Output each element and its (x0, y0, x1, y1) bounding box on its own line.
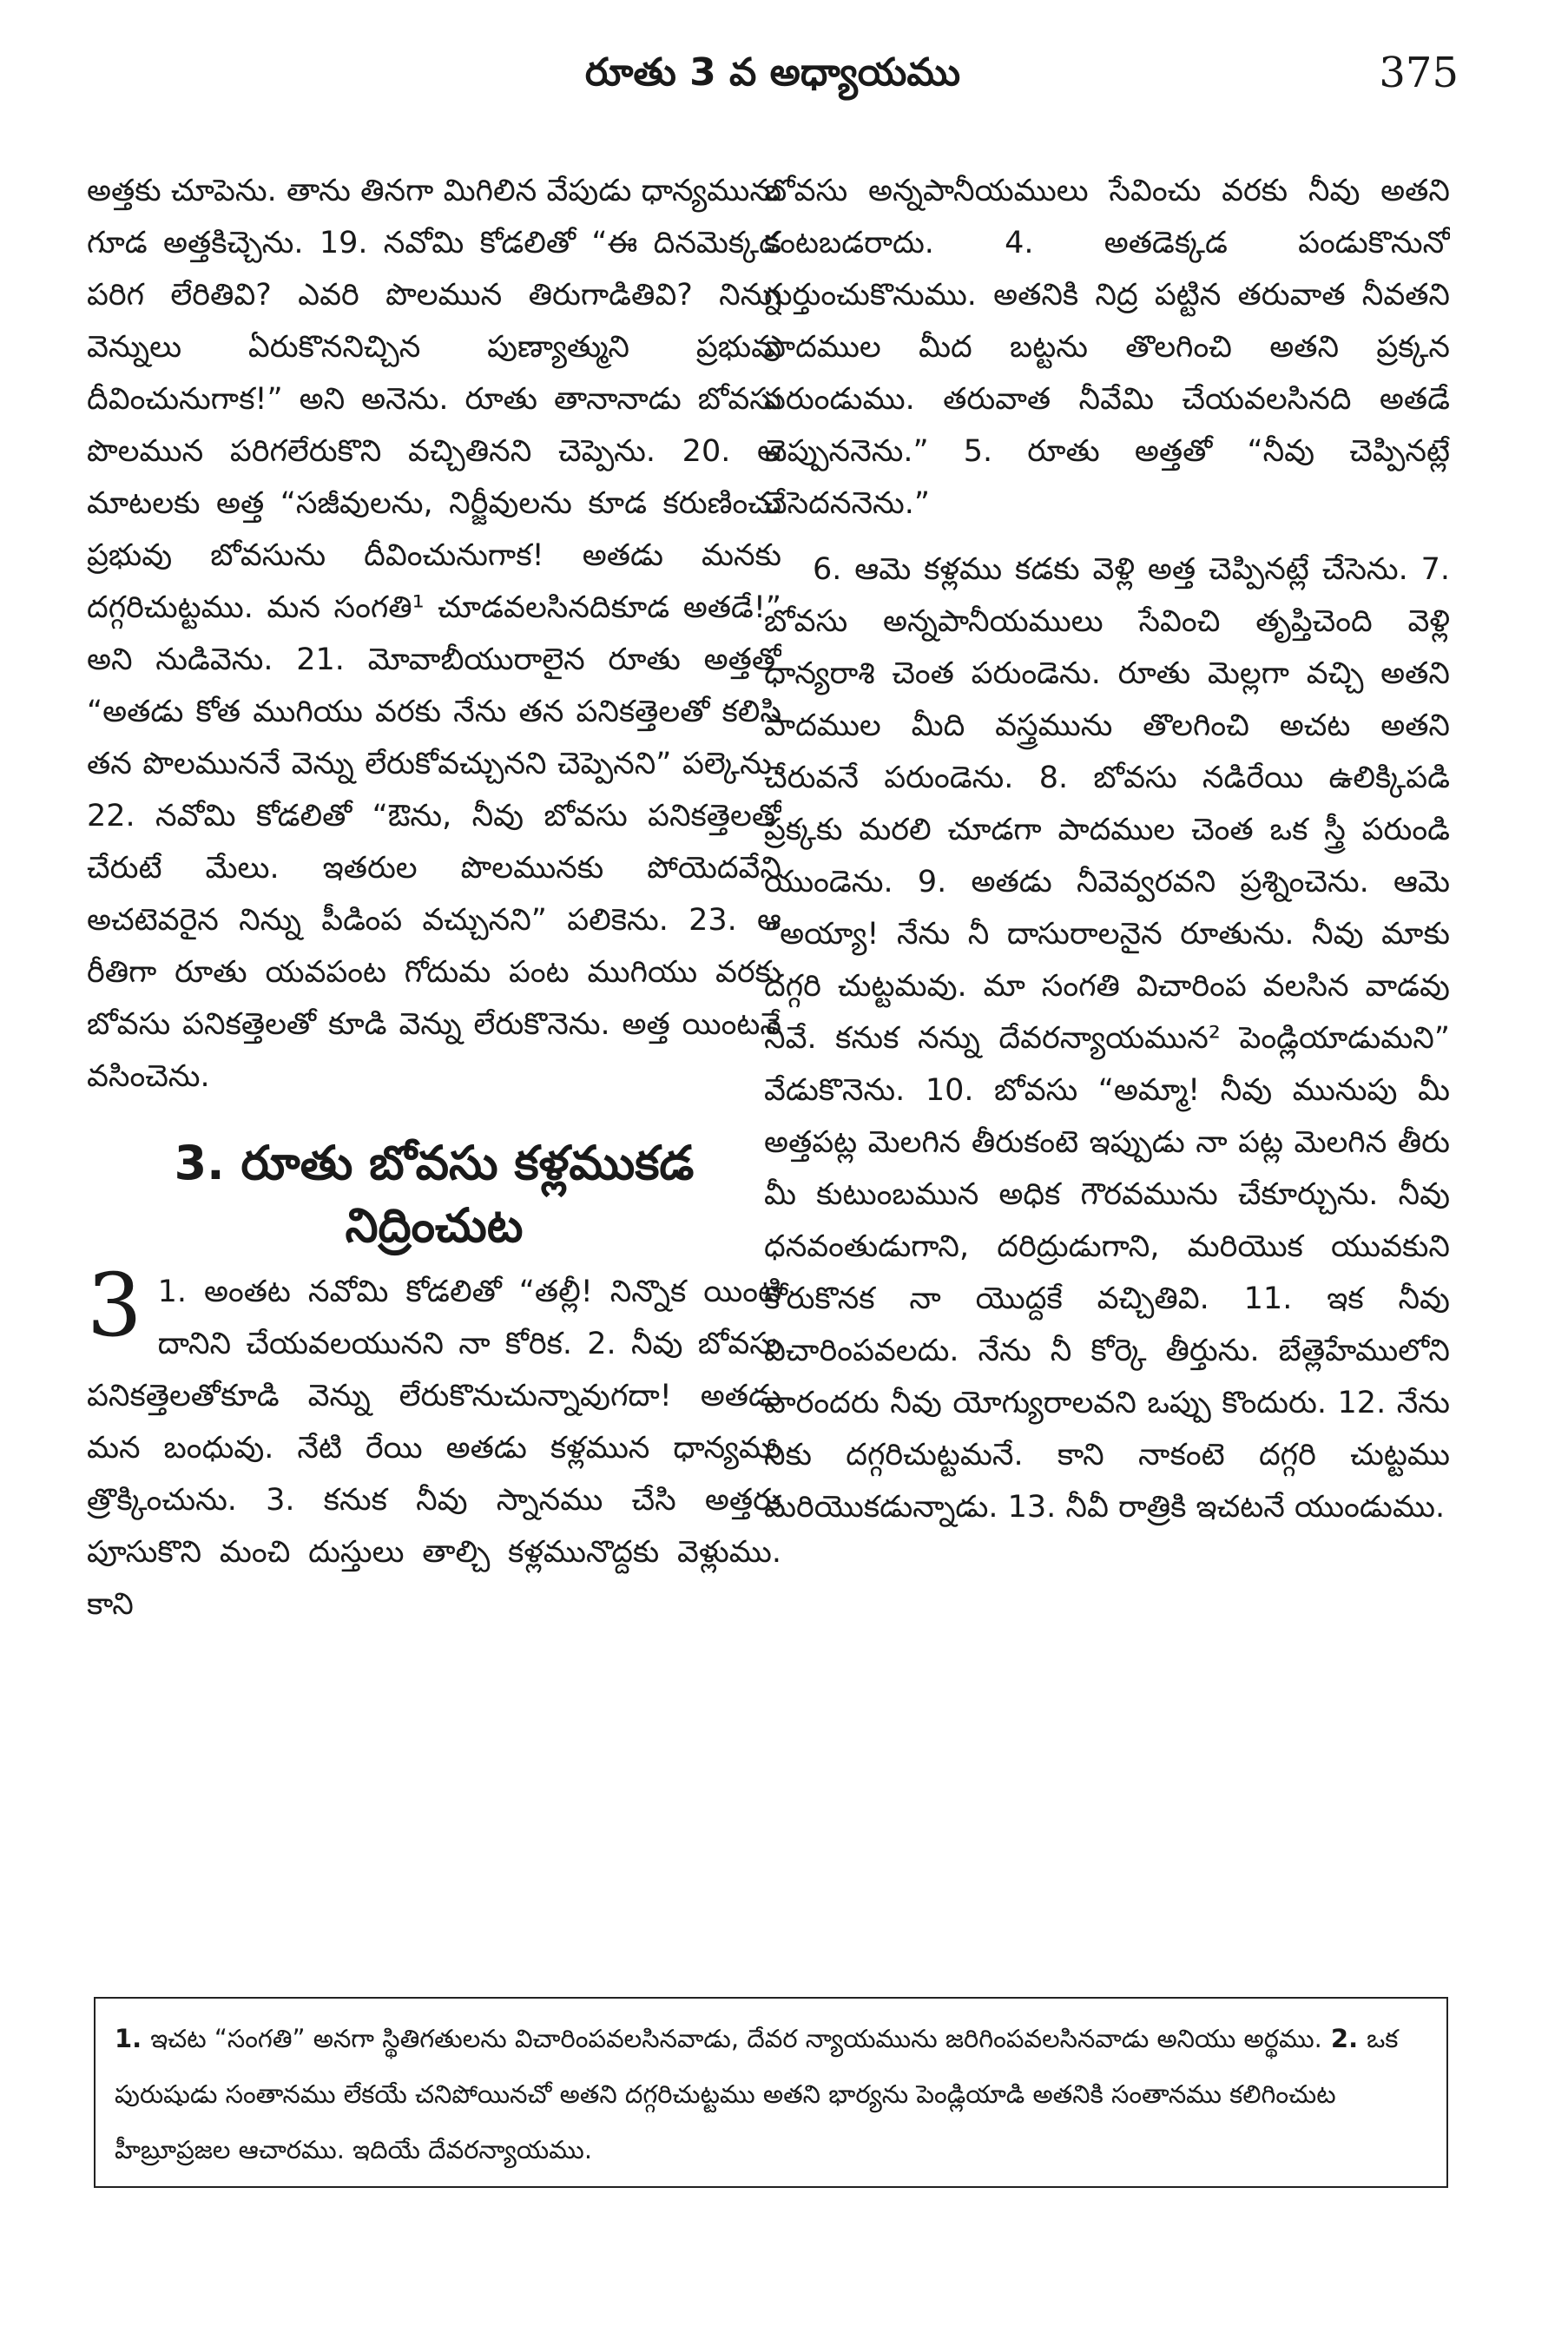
running-title: రూతు 3 వ అధ్యాయము (584, 50, 961, 95)
left-paragraph-1: అత్తకు చూపెను. తాను తినగా మిగిలిన వేపుడు ధాన్యమును గూడ అత్తకిచ్చెను. 19. నవోమి కోడలితో “ఈ దినమెక్కడ పరిగ లేరితివి? ఎవరి పొలమున తిరుగాడితివి? నిన్ను వెన్నులు ఏరుకొననిచ్చిన పుణ్యాత్ముని ప్రభువు దీవించునుగాక!” అని అనెను. రూతు తానానాడు బోవసు పొలమున పరిగలేరుకొని వచ్చితినని చెప్పెను. 20. ఆ మాటలకు అత్త “సజీవులను, నిర్జీవులను కూడ కరుణించు ప్రభువు బోవసును దీవించునుగాక! అతడు మనకు దగ్గరిచుట్టము. మన సంగతి¹ చూడవలసినదికూడ అతడే!” అని నుడివెను. 21. మోవాబీయురాలైన రూతు అత్తతో “అతడు కోత ముగియు వరకు నేను తన పనికత్తెలతో కలిసి తన పొలముననే వెన్ను లేరుకోవచ్చునని చెప్పెనని” పల్కెను. 22. నవోమి కోడలితో “ఔను, నీవు బోవసు పనికత్తెలతో చేరుటే మేలు. ఇతరుల పొలమునకు పోయెదవేని అచటెవరైన నిన్ను పీడింప వచ్చునని” పలికెను. 23. ఆ రీతిగా రూతు యవపంట గోదుమ పంట ముగియు వరకు బోవసు పనికత్తెలతో కూడి వెన్ను లేరుకొనెను. అత్త యింటనే వసించెను. (87, 174, 781, 1094)
left-paragraph-2-text: 1. అంతట నవోమి కోడలితో “తల్లీ! నిన్నొక యింటి దానిని చేయవలయునని నా కోరిక. 2. నీవు బోవసు పనికత్తెలతోకూడి వెన్ను లేరుకొనుచున్నావుగదా! అతడు మన బంధువు. నేటి రేయి అతడు కళ్లమున ధాన్యము త్రొక్కించును. 3. కనుక నీవు స్నానము చేసి అత్తరు పూసుకొని మంచి దుస్తులు తాల్చి కళ్లమునొద్దకు వెళ్లుము. కాని (87, 1275, 781, 1622)
page-header (87, 45, 1459, 115)
chapter-heading: 3. రూతు బోవసు కళ్లముకడ నిద్రించుట (174, 1136, 695, 1253)
footnotes-box (94, 1997, 1448, 2188)
footnote-1-number: 1. (115, 2024, 142, 2053)
right-column (764, 165, 1450, 1953)
footnotes-text (115, 2011, 1427, 2177)
footnote-2-text: ఒక పురుషుడు సంతానము లేకయే చనిపోయినచో అతని దగ్గరిచుట్టము అతని భార్యను పెండ్లియాడి అతనికి సంతానము కలిగించుట హీబ్రూప్రజల ఆచారము. ఇదియే దేవరన్యాయము. (115, 2024, 1399, 2164)
left-column (87, 165, 781, 1953)
left-paragraph-2 (87, 1255, 781, 1631)
page-number: 375 (1379, 49, 1459, 97)
footnote-2-number: 2. (1330, 2024, 1359, 2053)
right-paragraph-1: బోవసు అన్నపానీయములు సేవించు వరకు నీవు అతని కంటబడరాదు. 4. అతడెక్కడ పండుకొనునో గుర్తుంచుకొనుము. అతనికి నిద్ర పట్టిన తరువాత నీవతని పాదముల మీద బట్టను తొలగించి అతని ప్రక్కన పరుండుము. తరువాత నీవేమి చేయవలసినది అతడే చెప్పుననెను.” 5. రూతు అత్తతో “నీవు చెప్పినట్లే చేసెదననెను.” (764, 174, 1450, 521)
chapter-dropcap: 3 (87, 1255, 142, 1356)
footnote-1-text: ఇచట “సంగతి” అనగా స్థితిగతులను విచారింపవలసినవాడు, దేవర న్యాయమును జరిగింపవలసినవాడు అనియు అర్థము. (150, 2024, 1322, 2053)
right-paragraph-2: 6. ఆమె కళ్లము కడకు వెళ్లి అత్త చెప్పినట్లే చేసెను. 7. బోవసు అన్నపానీయములు సేవించి తృప్తిచెంది వెళ్లి ధాన్యరాశి చెంత పరుండెను. రూతు మెల్లగా వచ్చి అతని పాదముల మీది వస్త్రమును తొలగించి అచట అతని చేరువనే పరుండెను. 8. బోవసు నడిరేయి ఉలిక్కిపడి ప్రక్కకు మరలి చూడగా పాదముల చెంత ఒక స్త్రీ పరుండి యుండెను. 9. అతడు నీవెవ్వరవని ప్రశ్నించెను. ఆమె “అయ్యా! నేను నీ దాసురాలనైన రూతును. నీవు మాకు దగ్గరి చుట్టమవు. మా సంగతి విచారింప వలసిన వాడవు నీవే. కనుక నన్ను దేవరన్యాయమున² పెండ్లియాడుమని” వేడుకొనెను. 10. బోవసు “అమ్మా! నీవు మునుపు మీ అత్తపట్ల మెలగిన తీరుకంటె ఇప్పుడు నా పట్ల మెలగిన తీరు మీ కుటుంబమున అధిక గౌరవమును చేకూర్చును. నీవు ధనవంతుడుగాని, దరిద్రుడుగాని, మరియొక యువకుని కోరుకొనక నా యొద్దకే వచ్చితివి. 11. ఇక నీవు విచారింపవలదు. నేను నీ కోర్కె తీర్తును. బేత్లెహేములోని వారందరు నీవు యోగ్యురాలవని ఒప్పు కొందురు. 12. నేను నీకు దగ్గరిచుట్టమనే. కాని నాకంటె దగ్గరి చుట్టము మరియొకడున్నాడు. 13. నీవీ రాత్రికి ఇచటనే యుండుము. (764, 552, 1450, 1525)
